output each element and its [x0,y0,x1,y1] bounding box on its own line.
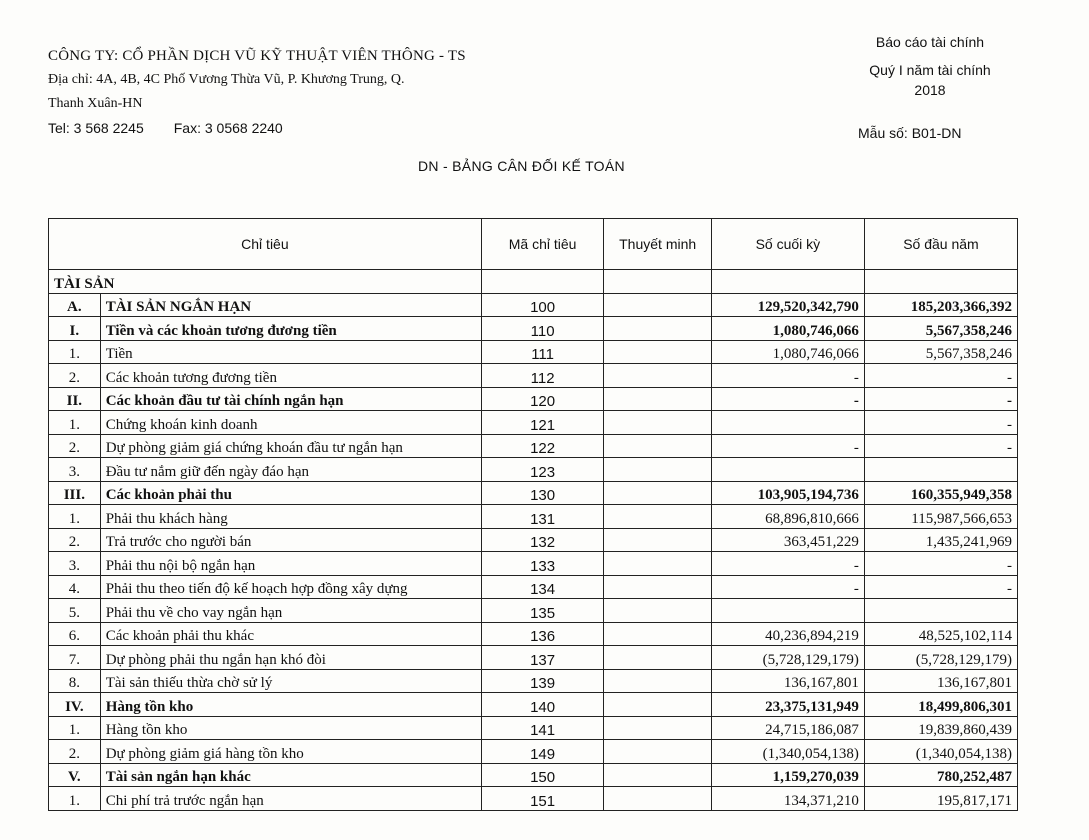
row-begin-year-value: - [864,552,1017,576]
table-row [49,364,1018,388]
row-end-period-value: 24,715,186,087 [711,716,864,740]
row-number: II. [49,387,101,411]
row-code: 120 [481,387,604,411]
row-item-name: Chi phí trả trước ngắn hạn [100,787,481,811]
table-row [49,528,1018,552]
section-label: TÀI SẢN [49,270,482,294]
row-code: 110 [481,317,604,341]
row-end-period-value: - [711,364,864,388]
row-note [604,293,711,317]
row-number: 1. [49,505,101,529]
row-end-period-value: 363,451,229 [711,528,864,552]
table-header-row [49,219,1018,270]
row-item-name: Trả trước cho người bán [100,528,481,552]
row-code: 121 [481,411,604,435]
table-row [49,293,1018,317]
row-begin-year-value: 780,252,487 [864,763,1017,787]
row-begin-year-value: 115,987,566,653 [864,505,1017,529]
row-note [604,669,711,693]
row-item-name: Dự phòng giảm giá hàng tồn kho [100,740,481,764]
row-note [604,693,711,717]
table-row [49,693,1018,717]
row-code: 149 [481,740,604,764]
row-item-name: Dự phòng giảm giá chứng khoán đầu tư ngắn hạn [100,434,481,458]
row-note [604,434,711,458]
row-item-name: Hàng tồn kho [100,716,481,740]
table-row [49,646,1018,670]
row-code: 122 [481,434,604,458]
row-begin-year-value: - [864,575,1017,599]
telephone: Tel: 3 568 2245 [48,120,144,136]
row-end-period-value: 103,905,194,736 [711,481,864,505]
row-note [604,646,711,670]
row-number: 3. [49,458,101,482]
row-begin-year-value: 5,567,358,246 [864,317,1017,341]
row-begin-year-value [864,458,1017,482]
row-end-period-value [711,599,864,623]
row-item-name: Các khoản phải thu khác [100,622,481,646]
row-number: 2. [49,528,101,552]
row-note [604,364,711,388]
table-row [49,575,1018,599]
row-item-name: Các khoản tương đương tiền [100,364,481,388]
report-year: 2018 [914,82,946,98]
row-item-name: Tài sản thiếu thừa chờ sử lý [100,669,481,693]
row-begin-year-value: - [864,364,1017,388]
row-end-period-value: (1,340,054,138) [711,740,864,764]
row-note [604,552,711,576]
row-number: 8. [49,669,101,693]
row-number: 1. [49,787,101,811]
row-end-period-value: - [711,552,864,576]
row-begin-year-value: - [864,411,1017,435]
row-number: 2. [49,740,101,764]
document-title: DN - BẢNG CÂN ĐỐI KẾ TOÁN [418,158,625,174]
row-number: A. [49,293,101,317]
report-period: Quý I năm tài chính [869,62,991,78]
row-code: 132 [481,528,604,552]
row-item-name: Các khoản phải thu [100,481,481,505]
row-note [604,575,711,599]
row-item-name: Chứng khoán kinh doanh [100,411,481,435]
row-end-period-value: - [711,434,864,458]
row-item-name: Phải thu theo tiến độ kế hoạch hợp đồng xây dựng [100,575,481,599]
col-header-item: Chỉ tiêu [49,219,482,270]
row-begin-year-value: 1,435,241,969 [864,528,1017,552]
row-number: 1. [49,411,101,435]
row-number: V. [49,763,101,787]
row-note [604,787,711,811]
row-code: 100 [481,293,604,317]
report-info [840,32,1020,100]
row-item-name: Phải thu khách hàng [100,505,481,529]
row-number: 4. [49,575,101,599]
row-note [604,528,711,552]
table-row [49,763,1018,787]
row-number: I. [49,317,101,341]
row-begin-year-value: 18,499,806,301 [864,693,1017,717]
row-number: IV. [49,693,101,717]
company-header [48,44,466,140]
row-code: 139 [481,669,604,693]
row-note [604,340,711,364]
row-end-period-value: 68,896,810,666 [711,505,864,529]
row-note [604,505,711,529]
row-end-period-value: 40,236,894,219 [711,622,864,646]
row-number: III. [49,481,101,505]
fax: Fax: 3 0568 2240 [173,120,283,136]
row-begin-year-value: 136,167,801 [864,669,1017,693]
row-item-name: Hàng tồn kho [100,693,481,717]
balance-sheet-table [48,218,1018,811]
row-item-name: Tiền và các khoản tương đương tiền [100,317,481,341]
row-end-period-value: - [711,387,864,411]
table-row [49,505,1018,529]
col-header-begin-year: Số đầu năm [864,219,1017,270]
row-code: 135 [481,599,604,623]
row-end-period-value [711,411,864,435]
row-begin-year-value: 19,839,860,439 [864,716,1017,740]
col-header-code: Mã chỉ tiêu [481,219,604,270]
row-item-name: Dự phòng phải thu ngắn hạn khó đòi [100,646,481,670]
table-row [49,458,1018,482]
row-end-period-value: 134,371,210 [711,787,864,811]
col-header-note: Thuyết minh [604,219,711,270]
row-begin-year-value: 195,817,171 [864,787,1017,811]
row-code: 137 [481,646,604,670]
company-address-line1: Địa chỉ: 4A, 4B, 4C Phố Vương Thừa Vũ, P. Khương Trung, Q. [48,72,405,87]
row-note [604,599,711,623]
table-row [49,669,1018,693]
row-code: 141 [481,716,604,740]
row-note [604,481,711,505]
row-begin-year-value: 5,567,358,246 [864,340,1017,364]
row-begin-year-value: - [864,387,1017,411]
row-note [604,387,711,411]
table-row [49,434,1018,458]
row-number: 6. [49,622,101,646]
row-code: 133 [481,552,604,576]
table-row [49,787,1018,811]
row-begin-year-value: (5,728,129,179) [864,646,1017,670]
table-row [49,622,1018,646]
row-end-period-value: 1,080,746,066 [711,340,864,364]
row-number: 5. [49,599,101,623]
row-end-period-value: 136,167,801 [711,669,864,693]
row-item-name: Phải thu nội bộ ngắn hạn [100,552,481,576]
row-begin-year-value: - [864,434,1017,458]
row-note [604,622,711,646]
row-number: 1. [49,716,101,740]
table-row [49,387,1018,411]
table-row [49,740,1018,764]
row-number: 3. [49,552,101,576]
row-item-name: Đầu tư nắm giữ đến ngày đáo hạn [100,458,481,482]
row-code: 136 [481,622,604,646]
row-end-period-value: (5,728,129,179) [711,646,864,670]
row-end-period-value [711,458,864,482]
row-note [604,716,711,740]
table-row [49,317,1018,341]
row-note [604,458,711,482]
form-number: Mẫu số: B01-DN [858,125,962,141]
row-begin-year-value: 185,203,366,392 [864,293,1017,317]
row-end-period-value: 23,375,131,949 [711,693,864,717]
row-end-period-value: - [711,575,864,599]
table-row [49,716,1018,740]
row-code: 151 [481,787,604,811]
row-begin-year-value: (1,340,054,138) [864,740,1017,764]
row-code: 111 [481,340,604,364]
row-code: 150 [481,763,604,787]
col-header-end-period: Số cuối kỳ [711,219,864,270]
table-row [49,481,1018,505]
row-item-name: Các khoản đầu tư tài chính ngắn hạn [100,387,481,411]
row-number: 7. [49,646,101,670]
contact-line [48,116,466,140]
company-address-line2: Thanh Xuân-HN [48,96,143,111]
row-code: 134 [481,575,604,599]
row-code: 123 [481,458,604,482]
section-row [49,270,1018,294]
row-code: 130 [481,481,604,505]
row-code: 112 [481,364,604,388]
table-row [49,552,1018,576]
row-note [604,317,711,341]
row-item-name: TÀI SẢN NGẮN HẠN [100,293,481,317]
row-end-period-value: 1,159,270,039 [711,763,864,787]
table-row [49,411,1018,435]
row-end-period-value: 129,520,342,790 [711,293,864,317]
row-begin-year-value [864,599,1017,623]
row-note [604,411,711,435]
table-row [49,340,1018,364]
row-item-name: Tài sản ngắn hạn khác [100,763,481,787]
row-number: 2. [49,434,101,458]
report-type: Báo cáo tài chính [875,34,985,50]
row-begin-year-value: 48,525,102,114 [864,622,1017,646]
row-item-name: Tiền [100,340,481,364]
row-begin-year-value: 160,355,949,358 [864,481,1017,505]
table-row [49,599,1018,623]
row-code: 131 [481,505,604,529]
row-number: 1. [49,340,101,364]
row-number: 2. [49,364,101,388]
company-name: CÔNG TY: CỔ PHẦN DỊCH VŨ KỸ THUẬT VIÊN THÔNG - TS [48,48,466,64]
row-note [604,740,711,764]
row-code: 140 [481,693,604,717]
row-note [604,763,711,787]
row-end-period-value: 1,080,746,066 [711,317,864,341]
row-item-name: Phải thu về cho vay ngắn hạn [100,599,481,623]
